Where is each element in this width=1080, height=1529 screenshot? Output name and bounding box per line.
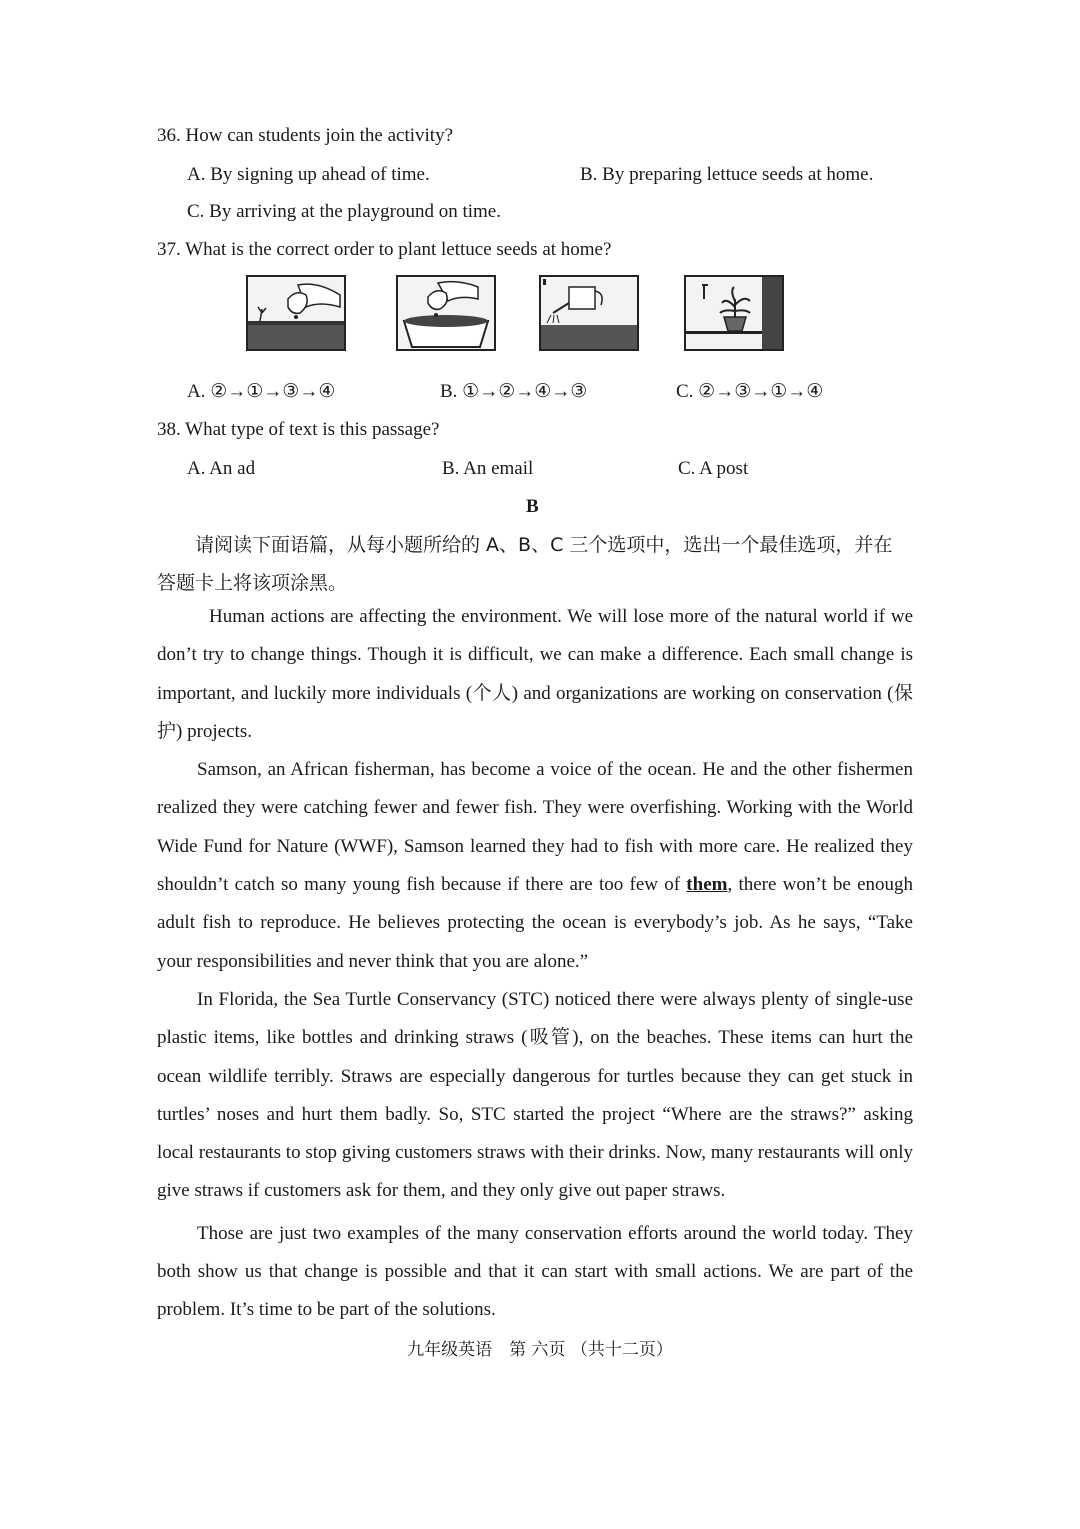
passage	[157, 598, 913, 1330]
q38-option-a: A. An ad	[187, 458, 256, 479]
q36-option-c: C. By arriving at the playground on time.	[187, 201, 501, 222]
q38-option-c: C. A post	[678, 458, 749, 479]
planting-seed-in-soil-picture	[246, 275, 346, 351]
page-footer: 九年级英语 第 六页 （共十二页）	[407, 1340, 673, 1360]
underlined-word-them: them	[686, 874, 728, 896]
passage-paragraph-3: In Florida, the Sea Turtle Conservancy (STC) noticed there were always plenty of single-use plastic items, like bottles and drinking straws (吸管), on the beaches. These items can hurt the ocean wildlife terribly. Straws are especially dangerous for turtles because they can get stuck in turtles’ noses and hurt them badly. So, STC started the project “Where are the straws?” asking local restaurants to stop giving customers straws with their drinks. Now, many restaurants will only give straws if customers ask for them, and they only give out paper straws.	[157, 988, 913, 1202]
passage-paragraph-1: Human actions are affecting the environment. We will lose more of the natural world if we don’t try to change things. Though it is difficult, we can make a difference. Each small change is important, and luckily more individuals (个人) and organizations are working on conservation (保护) projects.	[157, 606, 913, 742]
passage-paragraph-4: Those are just two examples of the many conservation efforts around the world today. They both show us that change is possible and that it can start with small actions. We are part of the problem. It’s time to be part of the solutions.	[157, 1222, 913, 1321]
paragraph-2-text-end: , there won’t be enough adult fish to reproduce. He believes protecting the ocean is everybody’s job. As he says, “Take your responsibilities and never think that you are alone.”	[157, 874, 914, 972]
section-b-heading: B	[526, 496, 539, 517]
q36-option-b: B. By preparing lettuce seeds at home.	[580, 164, 874, 185]
q38-option-b: B. An email	[442, 458, 534, 479]
question-38: 38. What type of text is this passage?	[157, 419, 440, 440]
watering-can-picture	[539, 275, 639, 351]
passage-paragraph-2	[157, 751, 913, 981]
paragraph-2-text-start: Samson, an African fisherman, has become a voice of the ocean. He and the other fishermen realized they were catching fewer and fewer fish. They were overfishing. Working with the World Wide Fund for Nature (WWF), Samson learned they had to fish with more care. He realized they shouldn’t catch so many young fish because if there are too few of	[157, 759, 913, 896]
q37-option-c: C. ②→③→①→④	[676, 381, 824, 402]
putting-seed-in-pot-picture	[396, 275, 496, 351]
question-37: 37. What is the correct order to plant lettuce seeds at home?	[157, 239, 612, 260]
question-36: 36. How can students join the activity?	[157, 125, 454, 146]
section-b-instruction-line-2: 答题卡上将该项涂黑。	[157, 572, 348, 594]
q36-option-a: A. By signing up ahead of time.	[187, 164, 430, 185]
section-b-instruction-line-1: 请阅读下面语篇，从每小题所给的 A、B、C 三个选项中，选出一个最佳选项，并在	[195, 534, 893, 556]
q37-option-a: A. ②→①→③→④	[187, 381, 336, 402]
potted-plant-by-window-picture	[684, 275, 784, 351]
q37-option-b: B. ①→②→④→③	[440, 381, 588, 402]
